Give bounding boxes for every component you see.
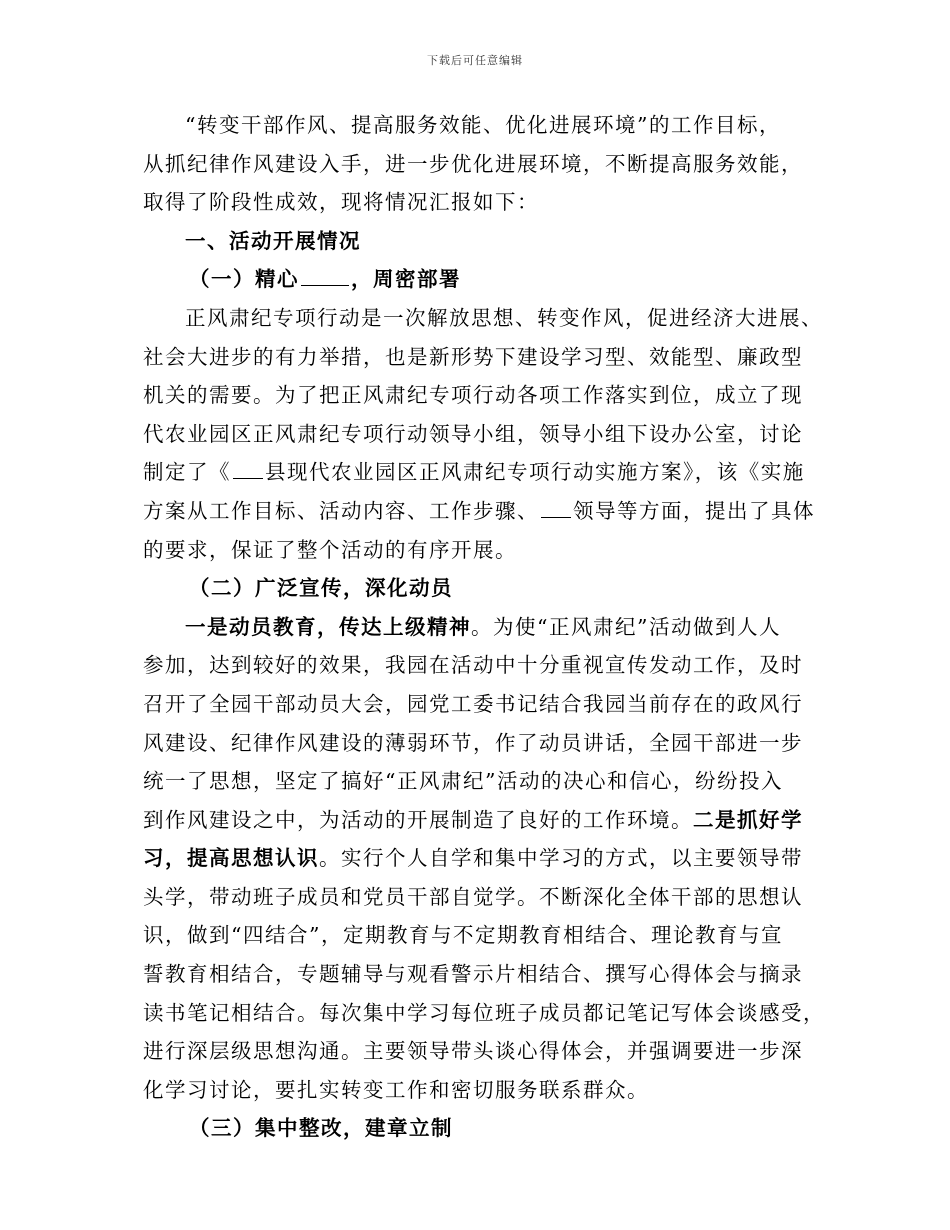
text-line: [143, 801, 823, 840]
text-line: 化学习讨论，要扎实转变工作和密切服务联系群众。: [143, 1077, 649, 1102]
text-line: 风建设、纪律作风建设的薄弱环节，作了动员讲话，全园干部进一步: [143, 730, 803, 755]
text-line: [143, 608, 823, 647]
inline-emphasis: 习，提高思想认识: [143, 846, 319, 871]
text-part: 。实行个人自学和集中学习的方式，以主要领导带: [319, 846, 803, 871]
heading-part: ，周密部署: [351, 267, 461, 292]
fill-blank: [541, 499, 571, 518]
text-line: 代农业园区正风肃纪专项行动领导小组，领导小组下设办公室，讨论: [143, 421, 803, 446]
text-line: 正风肃纪专项行动是一次解放思想、转变作风，促进经济大进展、: [185, 305, 823, 330]
text-line: 取得了阶段性成效，现将情况汇报如下：: [143, 190, 539, 215]
text-line: [143, 839, 823, 878]
inline-emphasis: 二是抓好学: [693, 807, 803, 832]
inline-emphasis: 一是动员教育，传达上级精神: [185, 614, 471, 639]
page-header-note: 下载后可任意编辑: [427, 54, 523, 67]
text-line: 识，做到“四结合”，定期教育与不定期教育相结合、理论教育与宣: [143, 923, 783, 948]
text-part: 到作风建设之中，为活动的开展制造了良好的工作环境。: [143, 807, 693, 832]
text-line: 参加，达到较好的效果，我园在活动中十分重视宣传发动工作，及时: [143, 653, 803, 678]
fill-blank: [233, 460, 263, 479]
text-part: 制定了《: [143, 460, 231, 485]
text-line: 社会大进步的有力举措，也是新形势下建设学习型、效能型、廉政型: [143, 344, 803, 369]
section-heading: 一、活动开展情况: [185, 228, 361, 253]
subsection-heading: [143, 260, 823, 299]
text-part: 领导等方面，提出了具体: [573, 498, 815, 523]
document-body: [143, 106, 823, 1148]
text-line: 读书笔记相结合。每次集中学习每位班子成员都记笔记写体会谈感受，: [143, 1000, 825, 1025]
text-line: 召开了全园干部动员大会，园党工委书记结合我园当前存在的政风行: [143, 691, 803, 716]
heading-part: （一）精心: [189, 267, 299, 292]
text-line: 进行深层级思想沟通。主要领导带头谈心得体会，并强调要进一步深: [143, 1039, 803, 1064]
subsection-heading: （二）广泛宣传，深化动员: [189, 576, 453, 601]
fill-blank: [301, 267, 349, 286]
text-part: 县现代农业园区正风肃纪专项行动实施方案》，该《实施: [265, 460, 805, 485]
text-line: 头学，带动班子成员和党员干部自觉学。不断深化全体干部的思想认: [143, 884, 803, 909]
text-line: 统一了思想，坚定了搞好“正风肃纪”活动的决心和信心，纷纷投入: [143, 769, 783, 794]
text-line: 机关的需要。为了把正风肃纪专项行动各项工作落实到位，成立了现: [143, 383, 803, 408]
text-part: 方案从工作目标、活动内容、工作步骤、: [143, 498, 539, 523]
text-part: 。为使“正风肃纪”活动做到人人: [471, 614, 781, 639]
text-line: 从抓纪律作风建设入手，进一步优化进展环境，不断提高服务效能，: [143, 151, 803, 176]
text-line: 誓教育相结合，专题辅导与观看警示片相结合、撰写心得体会与摘录: [143, 962, 803, 987]
text-line: [143, 453, 823, 492]
text-line: 的要求，保证了整个活动的有序开展。: [143, 537, 517, 562]
text-line: “转变干部作风、提高服务效能、优化进展环境”的工作目标，: [185, 113, 781, 137]
subsection-heading: （三）集中整改，建章立制: [189, 1116, 453, 1141]
text-line: [143, 492, 823, 531]
